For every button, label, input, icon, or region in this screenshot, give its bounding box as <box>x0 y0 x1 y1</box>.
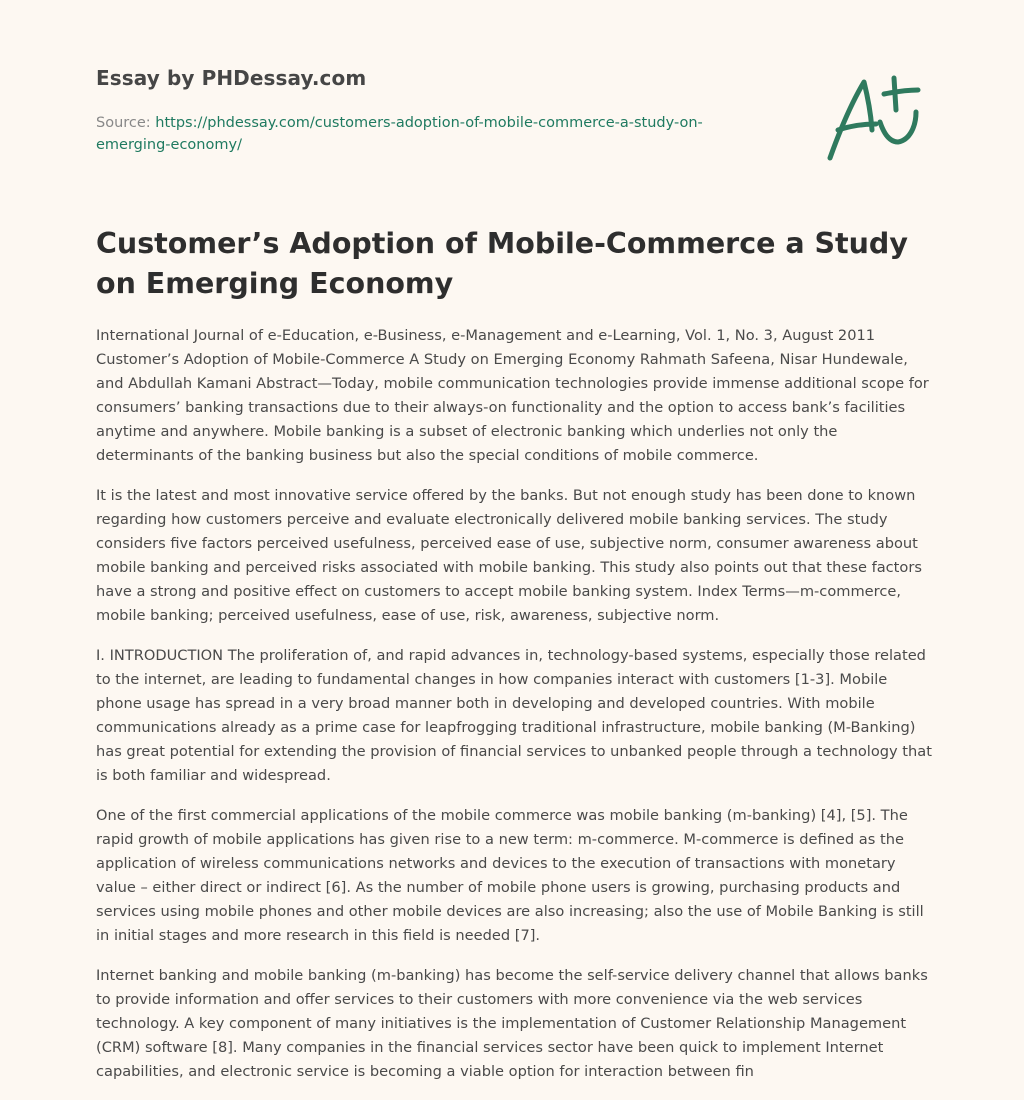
essay-paragraph: Internet banking and mobile banking (m-banking) has become the self-service delivery channel that allows banks to provide information and offer services to their customers with more convenience via the web services technology. A key component of many initiatives is the implementation of Customer Relationship Management (CRM) software [8]. Many companies in the financial services sector have been quick to implement Internet capabilities, and electronic service is becoming a viable option for interaction between fin <box>96 967 928 1080</box>
source-line <box>96 112 776 156</box>
essay-paragraph: I. INTRODUCTION The proliferation of, and rapid advances in, technology-based systems, especially those related to the internet, are leading to fundamental changes in how companies interact with customers [1-3]. Mobile phone usage has spread in a very broad manner both in developing and developed countries. With mobile communications already as a prime case for leapfrogging traditional infrastructure, mobile banking (M-Banking) has great potential for extending the provision of financial services to unbanked people through a technology that is both familiar and widespread. <box>96 647 932 784</box>
essay-title: Customer’s Adoption of Mobile-Commerce a Study on Emerging Economy <box>96 227 908 300</box>
site-brand: Essay by PHDessay.com <box>96 66 367 90</box>
a-plus-grade-icon <box>824 68 928 164</box>
essay-paragraph: It is the latest and most innovative service offered by the banks. But not enough study has been done to known regarding how customers perceive and evaluate electronically delivered mobile banking services. The study considers five factors perceived usefulness, perceived ease of use, subjective norm, consumer awareness about mobile banking and perceived risks associated with mobile banking. This study also points out that these factors have a strong and positive effect on customers to accept mobile banking system. Index Terms—m-commerce, mobile banking; perceived usefulness, ease of use, risk, awareness, subjective norm. <box>96 487 922 624</box>
essay-paragraph: International Journal of e-Education, e-Business, e-Management and e-Learning, Vol. 1, No. 3, August 2011 Customer’s Adoption of Mobile-Commerce A Study on Emerging Economy Rahmath Safeena, Nisar Hundewale, and Abdullah Kamani Abstract—Today, mobile communication technologies provide immense additional scope for consumers’ banking transactions due to their always-on functionality and the option to access bank’s facilities anytime and anywhere. Mobile banking is a subset of electronic banking which underlies not only the determinants of the banking business but also the special conditions of mobile commerce. <box>96 327 929 464</box>
essay-body <box>96 324 936 1100</box>
source-label: Source: <box>96 115 156 131</box>
source-link[interactable]: https://phdessay.com/customers-adoption-of-mobile-commerce-a-study-on-emerging-economy/ <box>96 115 703 153</box>
essay-paragraph: One of the first commercial applications of the mobile commerce was mobile banking (m-banking) [4], [5]. The rapid growth of mobile applications has given rise to a new term: m-commerce. M-commerce is defined as the application of wireless communications networks and devices to the execution of transactions with monetary value – either direct or indirect [6]. As the number of mobile phone users is growing, purchasing products and services using mobile phones and other mobile devices are also increasing; also the use of Mobile Banking is still in initial stages and more research in this field is needed [7]. <box>96 807 924 944</box>
